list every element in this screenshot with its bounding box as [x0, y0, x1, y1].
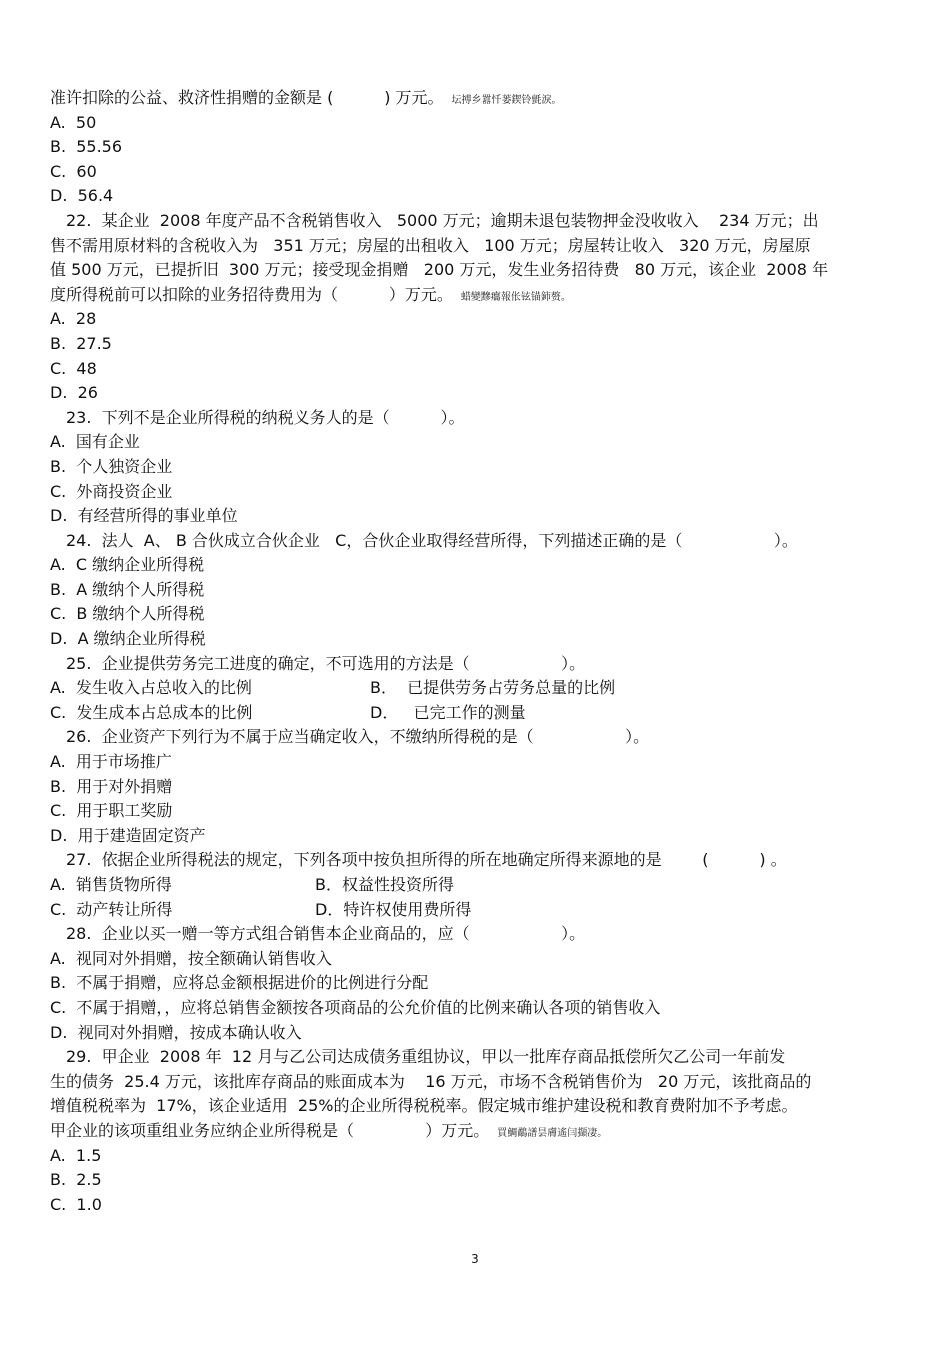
option: C. B 缴纳个人所得税 — [50, 604, 205, 624]
option: B. 55.56 — [50, 137, 123, 157]
question-22-line: 售不需用原材料的含税收入为 351 万元；房屋的出租收入 100 万元；房屋转让收入 320 万元，房屋原 — [50, 235, 811, 255]
option: B. 不属于捐赠，应将总金额根据进价的比例进行分配 — [50, 973, 429, 993]
option: A. 50 — [50, 112, 97, 132]
question-29-line — [50, 1119, 900, 1144]
question-22-line: 22. 某企业 2008 年度产品不含税销售收入 5000 万元；逾期未退包装物押金没收收入 234 万元；出 — [66, 210, 819, 230]
option: A. 发生收入占总收入的比例 — [50, 678, 252, 698]
question-24-stem: 24. 法人 A、 B 合伙成立合伙企业 C，合伙企业取得经营所得，下列描述正确的是（ ）。 — [66, 530, 798, 550]
option: A. C 缴纳企业所得税 — [50, 555, 205, 575]
question-27-stem: 27. 依据企业所得税法的规定，下列各项中按负担所得的所在地确定所得来源地的是 ( ) 。 — [66, 850, 787, 870]
question-29-line: 增值税税率为 17%，该企业适用 25%的企业所得税税率。假定城市维护建设税和教育费附加不予考虑。 — [50, 1096, 798, 1116]
option: D. A 缴纳企业所得税 — [50, 629, 206, 649]
option: C. 动产转让所得 — [50, 899, 173, 919]
option: C. 外商投资企业 — [50, 481, 173, 501]
intro-text: 准许扣除的公益、救济性捐赠的金额是 ( ) 万元。 — [50, 88, 444, 107]
question-28-stem: 28. 企业以买一赠一等方式组合销售本企业商品的，应（ ）。 — [66, 924, 586, 944]
option: D. 用于建造固定资产 — [50, 825, 206, 845]
option: C. 1.0 — [50, 1194, 102, 1214]
option: A. 28 — [50, 309, 97, 329]
option: B．权益性投资所得 — [315, 875, 454, 894]
option: D. 56.4 — [50, 186, 114, 206]
option: A. 视同对外捐赠，按全额确认销售收入 — [50, 948, 332, 968]
option: B. A 缴纳个人所得税 — [50, 579, 205, 599]
question-29-text: 甲企业的该项重组业务应纳企业所得税是（ ）万元。 — [50, 1120, 490, 1140]
option: C. 不属于捐赠，，应将总销售金额按各项商品的公允价值的比例来确认各项的销售收入 — [50, 997, 661, 1017]
option: B. 2.5 — [50, 1170, 102, 1190]
option: B. 个人独资企业 — [50, 456, 173, 476]
option: C. 48 — [50, 358, 97, 378]
question-22-line — [50, 283, 900, 308]
intro-line — [50, 86, 900, 111]
option: C. 60 — [50, 161, 97, 181]
option: D. 26 — [50, 383, 98, 403]
option: D. 有经营所得的事业单位 — [50, 506, 238, 526]
document-page — [50, 86, 900, 1217]
option: B. 用于对外捐赠 — [50, 776, 173, 796]
option: D．特许权使用费所得 — [315, 899, 472, 919]
option: B． 已提供劳务占劳务总量的比例 — [370, 678, 616, 698]
option-row — [50, 701, 900, 726]
option-row — [50, 873, 900, 898]
question-25-stem: 25. 企业提供劳务完工进度的确定，不可选用的方法是（ ）。 — [66, 653, 586, 673]
option: A. 用于市场推广 — [50, 752, 172, 772]
option: A. 国有企业 — [50, 432, 140, 452]
question-23-stem: 23. 下列不是企业所得税的纳税义务人的是（ ）。 — [66, 407, 465, 427]
option: C. 发生成本占总成本的比例 — [50, 702, 253, 722]
question-22-text: 度所得税前可以扣除的业务招待费用为（ ）万元。 — [50, 284, 453, 304]
option: D． 已完工作的测量 — [370, 702, 526, 722]
question-29-line: 生的债务 25.4 万元，该批库存商品的账面成本为 16 万元，市场不含税销售价为 20 万元，该批商品的 — [50, 1071, 812, 1091]
garbled-text: 坛搏乡囂忏蒌鍥铃氈淚。 — [451, 95, 562, 106]
garbled-text: 買鯛鷸譜昙膚遙闫擷凄。 — [497, 1127, 608, 1139]
option: C. 用于职工奖励 — [50, 801, 173, 821]
garbled-text: 蜡變黲癟報伥铉锚鈰赘。 — [460, 291, 571, 303]
option: B. 27.5 — [50, 333, 112, 353]
option: A. 销售货物所得 — [50, 875, 172, 894]
option: D. 视同对外捐赠，按成本确认收入 — [50, 1022, 302, 1042]
question-29-line: 29. 甲企业 2008 年 12 月与乙公司达成债务重组协议，甲以一批库存商品抵偿所欠乙公司一年前发 — [66, 1047, 786, 1067]
page-number: 3 — [471, 1252, 479, 1266]
question-22-line: 值 500 万元，已提折旧 300 万元；接受现金捐赠 200 万元，发生业务招待费 80 万元，该企业 2008 年 — [50, 260, 829, 280]
option: A. 1.5 — [50, 1145, 102, 1165]
option-row — [50, 676, 900, 701]
question-26-stem: 26. 企业资产下列行为不属于应当确定收入，不缴纳所得税的是（ ）。 — [66, 727, 650, 747]
option-row — [50, 898, 900, 923]
